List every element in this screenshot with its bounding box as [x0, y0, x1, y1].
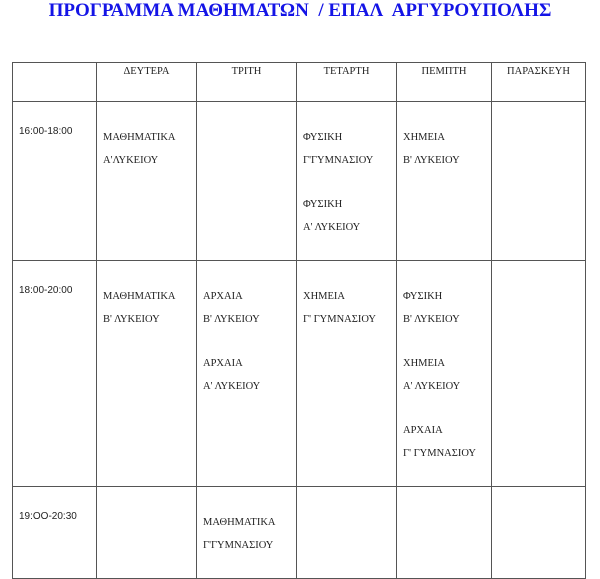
cell-monday — [97, 487, 197, 579]
cell-friday — [492, 487, 586, 579]
cell-monday — [97, 261, 197, 487]
lesson-subject: ΦΥΣΙΚΗ — [303, 132, 343, 143]
header-monday: ΔΕΥΤΕΡΑ — [97, 63, 197, 102]
lesson-class: Α' ΛΥΚΕΙΟΥ — [203, 381, 261, 392]
page-title: ΠΡΟΓΡΑΜΜΑ ΜΑΘΗΜΑΤΩΝ / ΕΠΑΛ ΑΡΓΥΡΟΥΠΟΛΗΣ — [48, 0, 552, 21]
lesson-class: Β' ΛΥΚΕΙΟΥ — [403, 314, 460, 325]
lesson-entry — [203, 285, 296, 331]
lesson-subject: ΧΗΜΕΙΑ — [403, 132, 445, 143]
lesson-class: Γ' ΓΥΜΝΑΣΙΟΥ — [303, 314, 376, 325]
lesson-subject: ΜΑΘΗΜΑΤΙΚΑ — [103, 132, 176, 143]
header-friday: ΠΑΡΑΣΚΕΥΗ — [492, 63, 586, 102]
lesson-class: Α' ΛΥΚΕΙΟΥ — [303, 222, 361, 233]
cell-tuesday — [197, 487, 297, 579]
lesson-class: Γ'ΓΥΜΝΑΣΙΟΥ — [203, 540, 274, 551]
lesson-class: Β' ΛΥΚΕΙΟΥ — [203, 314, 260, 325]
lesson-entry — [203, 352, 296, 398]
lesson-subject: ΧΗΜΕΙΑ — [303, 291, 345, 302]
lesson-subject: ΜΑΘΗΜΑΤΙΚΑ — [203, 517, 276, 528]
lesson-subject: ΦΥΣΙΚΗ — [403, 291, 443, 302]
lesson-entry — [403, 126, 491, 172]
lesson-class: Β' ΛΥΚΕΙΟΥ — [103, 314, 160, 325]
header-thursday: ΠΕΜΠΤΗ — [397, 63, 492, 102]
lesson-subject: ΦΥΣΙΚΗ — [303, 199, 343, 210]
table-row — [13, 487, 586, 579]
schedule-table — [12, 62, 586, 579]
header-row — [13, 63, 586, 102]
table-row — [13, 102, 586, 261]
cell-thursday — [397, 261, 492, 487]
lesson-class: Γ' ΓΥΜΝΑΣΙΟΥ — [403, 448, 476, 459]
time-slot: 18:00-20:00 — [13, 261, 97, 487]
lesson-subject: ΜΑΘΗΜΑΤΙΚΑ — [103, 291, 176, 302]
cell-wednesday — [297, 261, 397, 487]
cell-friday — [492, 261, 586, 487]
cell-wednesday — [297, 487, 397, 579]
time-slot: 16:00-18:00 — [13, 102, 97, 261]
header-wednesday: ΤΕΤΑΡΤΗ — [297, 63, 397, 102]
lesson-entry — [103, 285, 196, 331]
cell-monday — [97, 102, 197, 261]
time-slot: 19:OO-20:30 — [13, 487, 97, 579]
cell-wednesday — [297, 102, 397, 261]
table-row — [13, 261, 586, 487]
lesson-entry — [303, 126, 396, 172]
lesson-subject: ΑΡΧΑΙΑ — [403, 425, 443, 436]
header-corner — [13, 63, 97, 102]
lesson-entry — [403, 285, 491, 331]
lesson-entry — [403, 419, 491, 465]
lesson-subject: ΑΡΧΑΙΑ — [203, 291, 243, 302]
header-tuesday: ΤΡΙΤΗ — [197, 63, 297, 102]
cell-tuesday — [197, 261, 297, 487]
lesson-entry — [303, 285, 396, 331]
lesson-subject: ΧΗΜΕΙΑ — [403, 358, 445, 369]
lesson-entry — [203, 511, 296, 557]
cell-friday — [492, 102, 586, 261]
lesson-class: Β' ΛΥΚΕΙΟΥ — [403, 155, 460, 166]
lesson-entry — [303, 193, 396, 239]
lesson-class: Γ'ΓΥΜΝΑΣΙΟΥ — [303, 155, 374, 166]
lesson-entry — [103, 126, 196, 172]
cell-thursday — [397, 102, 492, 261]
cell-thursday — [397, 487, 492, 579]
lesson-subject: ΑΡΧΑΙΑ — [203, 358, 243, 369]
lesson-class: Α'ΛΥΚΕΙΟΥ — [103, 155, 159, 166]
lesson-class: Α' ΛΥΚΕΙΟΥ — [403, 381, 461, 392]
cell-tuesday — [197, 102, 297, 261]
lesson-entry — [403, 352, 491, 398]
